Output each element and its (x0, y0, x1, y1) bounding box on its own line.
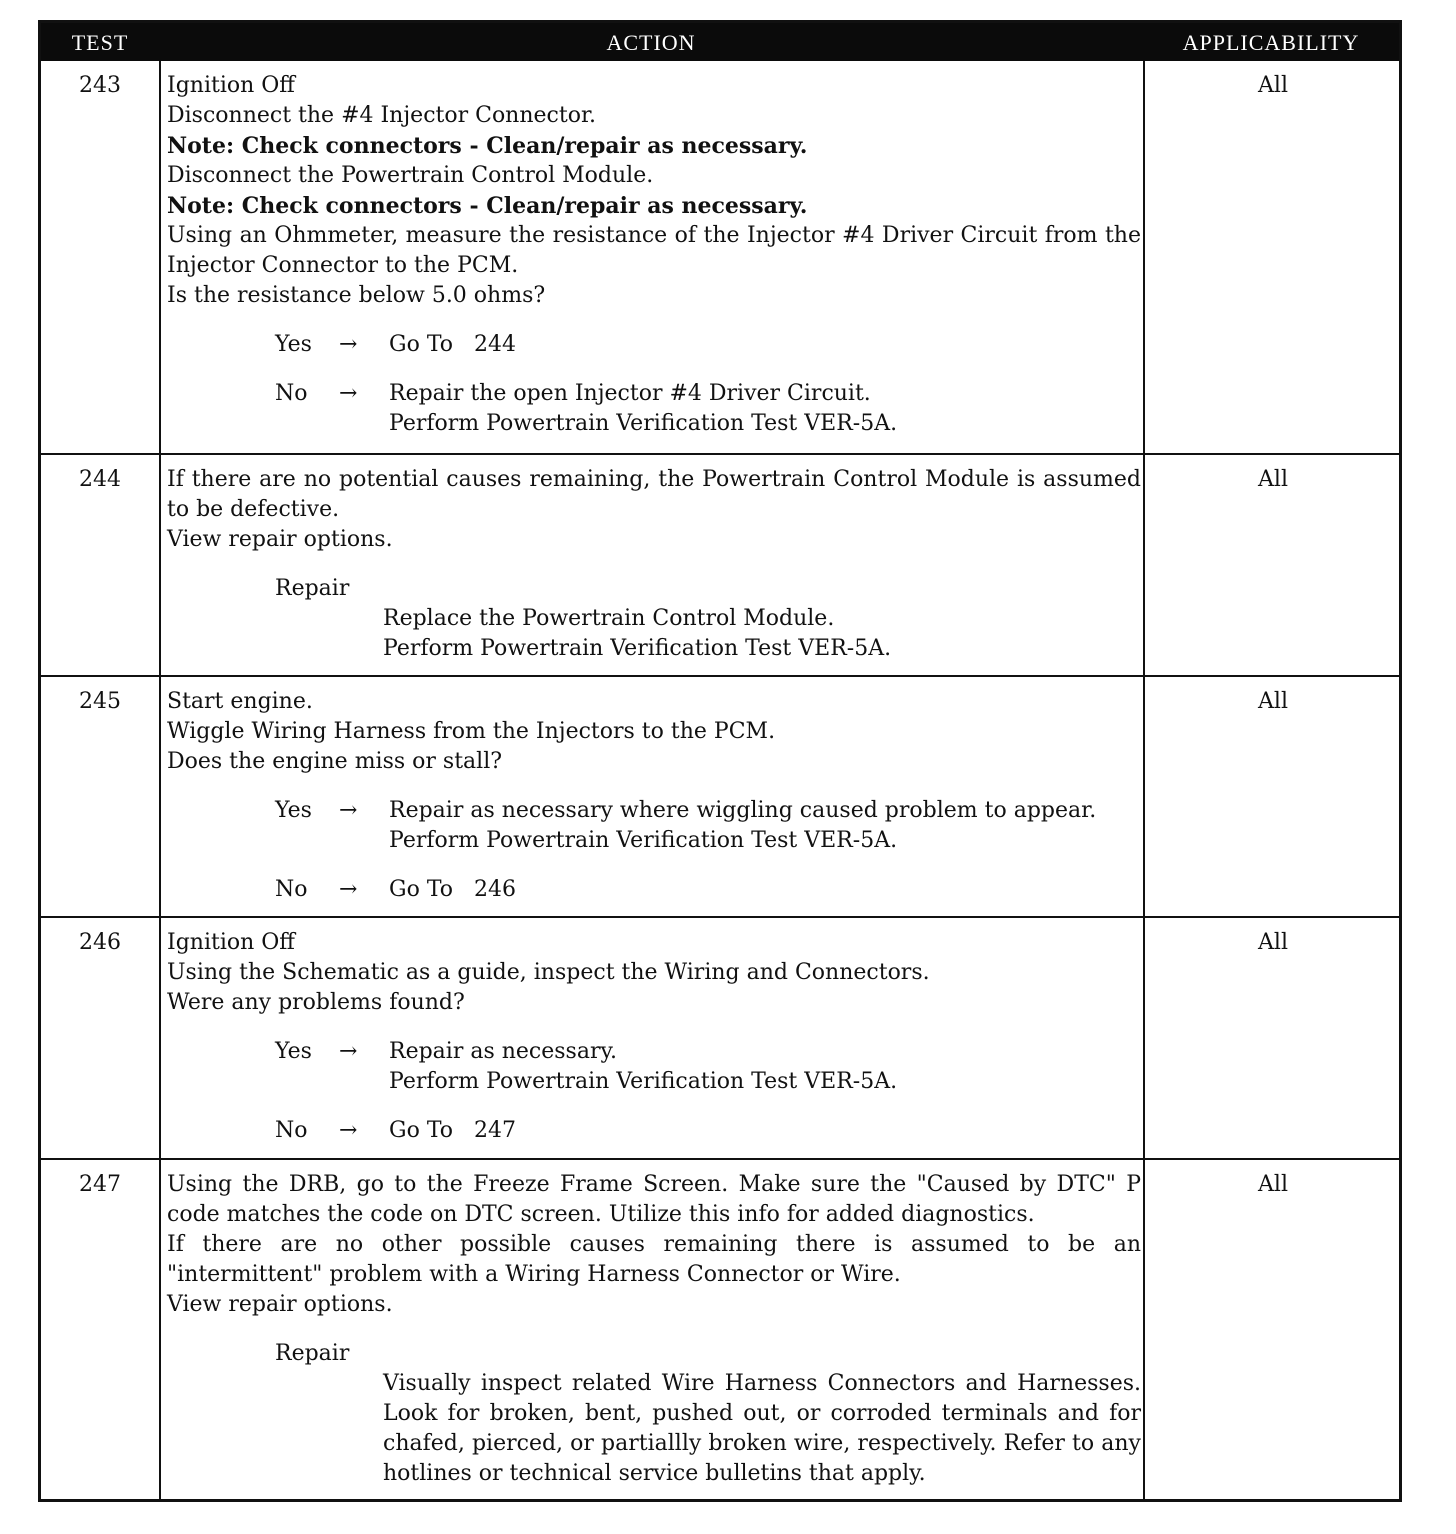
no-label: No (275, 877, 308, 902)
no-option-continued (167, 409, 1141, 439)
arrow-icon: → (339, 877, 358, 902)
question-line: Were any problems found? (167, 990, 465, 1015)
no-result: Go To 247 (389, 1118, 516, 1143)
repair-label: Repair (275, 576, 350, 601)
no-label: No (275, 1118, 308, 1143)
action-cell (167, 465, 1141, 664)
repair-line: Perform Powertrain Verification Test VER-5A. (383, 636, 892, 661)
arrow-icon: → (339, 381, 358, 406)
repair-option (167, 574, 1141, 604)
no-option (167, 1116, 1141, 1146)
no-result: Repair the open Injector #4 Driver Circuit. (389, 381, 871, 406)
yes-result: Repair as necessary where wiggling caused problem to appear. (389, 798, 1097, 823)
question-line: Does the engine miss or stall? (167, 749, 503, 774)
action-paragraph: If there are no potential causes remaining, the Powertrain Control Module is assumed to be defective. (167, 467, 1141, 522)
action-line: View repair options. (167, 1292, 393, 1317)
table-row (41, 455, 1399, 675)
yes-option (167, 330, 1141, 360)
action-paragraph: Using the DRB, go to the Freeze Frame Screen. Make sure the "Caused by DTC" P code matches the code on DTC screen. Utilize this info for added diagnostics. (167, 1172, 1141, 1227)
yes-option-continued (167, 826, 1141, 856)
test-table (38, 20, 1402, 1502)
repair-line: Replace the Powertrain Control Module. (383, 606, 835, 631)
table-row (41, 918, 1399, 1158)
no-option (167, 379, 1141, 409)
yes-option-continued (167, 1067, 1141, 1097)
arrow-icon: → (339, 1039, 358, 1064)
no-result: Go To 246 (389, 877, 516, 902)
action-line: Start engine. (167, 689, 313, 714)
yes-result-line2: Perform Powertrain Verification Test VER-5A. (389, 1069, 898, 1094)
action-cell (167, 71, 1141, 439)
yes-result: Go To 244 (389, 332, 516, 357)
yes-label: Yes (275, 332, 312, 357)
repair-label: Repair (275, 1341, 350, 1366)
applicability-cell: All (1258, 930, 1288, 955)
action-cell (167, 928, 1141, 1146)
action-line: Wiggle Wiring Harness from the Injectors to the PCM. (167, 719, 776, 744)
table-row (41, 61, 1399, 453)
header-test: TEST (71, 30, 129, 55)
yes-label: Yes (275, 798, 312, 823)
header-action: ACTION (606, 30, 696, 55)
arrow-icon: → (339, 798, 358, 823)
yes-option (167, 796, 1141, 826)
action-paragraph: If there are no other possible causes remaining there is assumed to be an "intermittent" problem with a Wiring Harness Connector or Wire. (167, 1232, 1141, 1287)
table-header (41, 23, 1399, 61)
applicability-cell: All (1258, 1172, 1288, 1197)
test-number: 244 (79, 467, 121, 492)
note-line: Note: Check connectors - Clean/repair as necessary. (167, 133, 808, 159)
test-number: 246 (79, 930, 121, 955)
applicability-cell: All (1258, 467, 1288, 492)
action-cell (167, 687, 1141, 905)
no-label: No (275, 381, 308, 406)
arrow-icon: → (339, 332, 358, 357)
repair-paragraph: Visually inspect related Wire Harness Connectors and Harnesses. Look for broken, bent, pushed out, or corroded terminals and for chafed, pierced, or partiallly broken wire, respectively. Refer to any hotlines or technical service bulletins that apply. (383, 1371, 1141, 1486)
question-line: Is the resistance below 5.0 ohms? (167, 283, 546, 308)
table-row (41, 677, 1399, 916)
test-number: 243 (79, 73, 121, 98)
test-number: 245 (79, 689, 121, 714)
arrow-icon: → (339, 1118, 358, 1143)
action-line: Using the Schematic as a guide, inspect the Wiring and Connectors. (167, 960, 930, 985)
action-line: Ignition Off (167, 930, 295, 955)
note-line: Note: Check connectors - Clean/repair as necessary. (167, 193, 808, 219)
yes-result-line2: Perform Powertrain Verification Test VER-5A. (389, 828, 898, 853)
repair-option (167, 1339, 1141, 1369)
no-result-line2: Perform Powertrain Verification Test VER-5A. (389, 411, 898, 436)
test-number: 247 (79, 1172, 121, 1197)
yes-label: Yes (275, 1039, 312, 1064)
applicability-cell: All (1258, 689, 1288, 714)
action-cell (167, 1170, 1141, 1489)
action-line: Disconnect the #4 Injector Connector. (167, 103, 597, 128)
header-applicability: APPLICABILITY (1182, 30, 1360, 55)
action-line: Ignition Off (167, 73, 295, 98)
action-line: Disconnect the Powertrain Control Module. (167, 163, 654, 188)
action-paragraph: Using an Ohmmeter, measure the resistance of the Injector #4 Driver Circuit from the Injector Connector to the PCM. (167, 223, 1141, 278)
yes-result: Repair as necessary. (389, 1039, 617, 1064)
table-row (41, 1160, 1399, 1499)
applicability-cell: All (1258, 73, 1288, 98)
no-option (167, 875, 1141, 905)
yes-option (167, 1037, 1141, 1067)
action-line: View repair options. (167, 527, 393, 552)
